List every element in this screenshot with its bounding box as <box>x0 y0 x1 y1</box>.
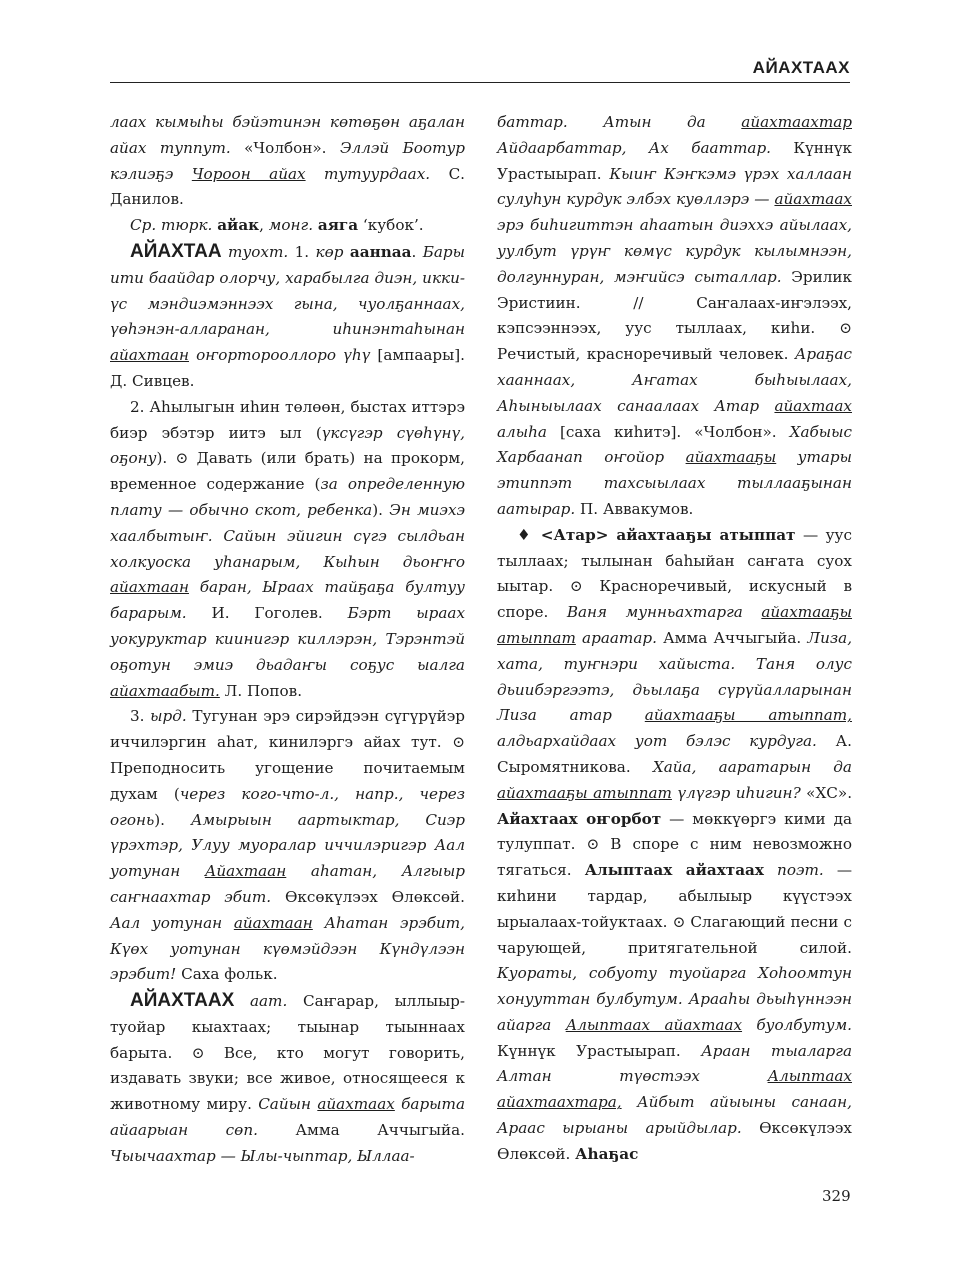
dash: — <box>802 525 819 544</box>
example-text: Амырыын аартыктар, Сиэр үрэхтэр, Улуу муоралар иччилэригэр Аал уотунан <box>110 810 465 881</box>
example-text: баран, Ыраах тайҕаҕа бултуу барарым. <box>110 578 465 623</box>
example-text: Хайа, ааратарын да <box>652 757 852 776</box>
ref-word: аанnаа <box>349 242 412 261</box>
headword-occurrence: Алыптаах айахтаах <box>565 1015 743 1034</box>
headword-occurrence: Айахтаан <box>204 862 287 881</box>
translation: ⊙ Слагающий песни с чарующей, притягательной силой. <box>497 912 852 957</box>
phrase: Алыптаах айахтаах <box>584 861 764 880</box>
source: А. Сыромятникова. <box>497 732 852 776</box>
example-text: Араҕас хааннаах, Аҥатах быһыылаах, Аһыныылаах санаалаах Атар <box>497 345 853 415</box>
translation: ⊙ В споре с ним невозможно тягаться. <box>497 835 853 880</box>
sense-3 <box>110 704 465 988</box>
example-text: тутуурдаах. <box>324 164 431 183</box>
example-text: буолбутум. <box>756 1015 853 1034</box>
phrase: Аһаҕас <box>575 1144 639 1163</box>
definition: Саҥарар, ыллыыр-туойар кыахтаах; тыынар тыыннаах барыта. <box>110 992 466 1062</box>
example-text: Чыычаахтар — Ылы-чыптар, Ыллаа- <box>110 1146 415 1165</box>
source: С. Данилов. <box>110 164 466 209</box>
running-header <box>110 52 850 83</box>
translation: ⊙ Все, кто могут говорить, издавать звуки; все живое, относящееся к животному миру. <box>110 1043 466 1114</box>
phraseology <box>497 523 852 1168</box>
headword-occurrence: айахтааҕы <box>685 448 777 467</box>
source: Амма Аччыгыйа. <box>295 1121 465 1140</box>
example-text: Лиза, хата, туҥнэри хайыста. Таня олус дьиибэргээтэ, дьылаҕа сүрүйалларынан Лиза атар <box>497 628 853 725</box>
definition: уус тыллаах; тылынан баһыйан саҥата суох ыытар. <box>497 525 853 596</box>
paragraph <box>497 110 852 523</box>
example-text: аһатан, Алгыыр саҥнаахтар эбит. <box>110 862 466 906</box>
example-text: эрэ биһигиттэн аһаатын диэххэ айылаах, уулбут үрүҥ көмүс курдук кылымнээн, долгуннуран, мэҥийсэ сыталлар. <box>497 216 852 286</box>
example-text: Айдаарбаттар, Ах бааттар. <box>497 138 772 157</box>
example-text: үлүгэр иһигин? <box>677 783 801 802</box>
example-note: [саха киһитэ]. <box>559 422 682 441</box>
example-text: барыта айаарыан сөп. <box>110 1095 466 1140</box>
headword-occurrence: айахтаах <box>317 1095 395 1114</box>
headword-occurrence: айахтаах <box>774 396 852 415</box>
example-text: Эн миэхэ хаалбытыҥ. Сайын эйигин сүгэ сылдьан холкуоска уһанарым, Кыһын дьоҥҥо <box>110 500 466 571</box>
header-title: АЙАХТААХ <box>752 58 850 77</box>
example-text: Хабыыс Харбаанап оҥойор <box>497 422 853 467</box>
example-text: Эллэй Боотур кэлиэҕэ <box>110 138 465 183</box>
pos-label: туохт. <box>228 242 289 261</box>
paragraph <box>110 110 465 213</box>
headword-occurrence: Чороон айах <box>191 164 306 183</box>
definition: — киһини тардар, абылыыр күүстээх ырыалаах-тойуктаах. <box>497 861 852 931</box>
page-number: 329 <box>822 1187 851 1205</box>
headword-occurrence: айахтаан <box>110 578 189 597</box>
paren: ). <box>156 449 168 468</box>
source: Саха фольк. <box>181 965 278 984</box>
translation-note: через кого-что-л., напр., через огонь <box>110 784 465 829</box>
phrase: Айахтаах оҥорбот <box>497 809 662 828</box>
paren: ( <box>315 423 322 442</box>
example-text: Айбыт айыыны санаан, Араас ырыаны арыйдылар. <box>497 1093 853 1138</box>
style-label: ырд. <box>150 707 187 726</box>
style-label: поэт. <box>777 861 824 880</box>
source: Эрилик Эристиин. <box>497 267 852 312</box>
paren: ). <box>372 500 383 519</box>
gloss: үксүгэр сүөһүнү, оҕону <box>110 423 466 468</box>
paren: ). <box>154 810 166 829</box>
headword: АЙАХТАА <box>130 240 222 262</box>
translation: ⊙ Преподносить угощение почитаемым духам ( <box>110 733 465 803</box>
example-text: алдьархайдаах уот бэлэс курдуга. <box>497 732 817 751</box>
headword-occurrence: айахтааҕы атыппат, <box>644 706 852 725</box>
comma: , <box>259 216 269 235</box>
headword-occurrence: айахтаан <box>110 346 189 365</box>
source: И. Гоголев. <box>211 604 323 623</box>
source: Д. Сивцев. <box>110 371 195 390</box>
example-text: баттар. Атын да <box>497 113 706 131</box>
ref-label: көр <box>315 242 344 261</box>
entry-aiakhtaakh <box>110 988 465 1170</box>
headword-occurrence: айахтаахтар <box>741 113 852 131</box>
example-text: лаах кымыһы бэйэтинэн көтөҕөн аҕалан айах туппут. <box>110 113 465 157</box>
entry-aiakhtaa: АЙАХТАА туохт. 1. көр аанnаа. Бары ити баайдар олорчу, харабылга диэн, икки-үс мэндиэмэннээх гына, чуолҕаннаах, үөһэнэн-алларанан, иһинэнтаһынан айахтаан оҥорторооллоро үһү [ампаары]. Д. Сивцев. <box>110 240 465 390</box>
sense-2 <box>110 395 465 705</box>
etym-label: Ср. тюрк. <box>130 216 213 235</box>
example-note: [ампаары]. <box>377 346 465 365</box>
subsense: // Саҥалаах-иҥэлээх, кэпсээннээх, уус тыллаах, киһи. <box>497 293 852 338</box>
translation: ⊙ Давать (или брать) на прокорм, временное содержание ( <box>110 449 466 494</box>
translation: ⊙ Красноречивый, искусный в споре. <box>497 577 852 622</box>
source: «Чолбон». <box>244 138 327 157</box>
headword-occurrence: айахтаах <box>774 190 852 209</box>
source: «ХС». <box>806 783 853 802</box>
sense-number: 1. <box>294 242 310 261</box>
example-text: Бары ити баайдар олорчу, харабылга диэн, икки-үс мэндиэмэннээх гына, чуолҕаннаах, үөһэнэн-алларанан, иһинэнтаһынан <box>110 242 465 339</box>
source: Өксөкүлээх Өлөксөй. <box>284 887 466 906</box>
example-text: Сайын <box>258 1095 312 1114</box>
headword-occurrence: айахтаабыт. <box>110 681 220 700</box>
example-text: Куораты, собуоту туойарга Хоһоомmун хонууттан булбутум. Арааһы дьыһүннээн айарга <box>497 964 852 1034</box>
example-text: алыһа <box>497 422 547 441</box>
phrase: <Атар> айахтааҕы атыппат <box>540 525 796 544</box>
headword-occurrence: айахтаан <box>233 913 313 932</box>
example-text: Ваня мунньахтарга <box>566 603 743 622</box>
example-text: Аһатан эрэбит, Күөх уотунан күөмэйдээн Күндүлээн эрэбит! <box>110 913 465 984</box>
headword-occurrence: айахтааҕы атыппат <box>497 783 672 802</box>
example-text: Араан тыаларга Алтан түөстээх <box>497 1041 853 1086</box>
left-column <box>110 110 465 1170</box>
headword-occurrence: Алыптаах айахтаахтара, <box>497 1067 852 1112</box>
right-column <box>497 110 852 1168</box>
definition: 2. Аһылыгын иһин төлөөн, быстах иттэрэ биэр эбэтэр иитэ ыл <box>110 397 465 442</box>
etymology <box>110 213 465 239</box>
definition: Тугунан эрэ сирэйдээн сүгүрүйэр иччилэргин аһат, кинилэргэ айах тут. <box>110 707 466 752</box>
headword: АЙАХТААХ <box>130 990 235 1012</box>
example-text: Аал уотунан <box>110 913 223 932</box>
etym-word: айак <box>217 216 260 235</box>
headword-occurrence: айахтааҕы атыппат <box>497 603 853 647</box>
source: П. Аввакумов. <box>580 499 694 518</box>
example-text: утары этиппэт тахсыылаах тыллааҕынан аатырар. <box>497 448 853 518</box>
translation-note: за определенную плату — обычно скот, ребенка <box>110 475 465 519</box>
etym-gloss: ‘кубок’. <box>362 216 424 235</box>
etym-label: монг. <box>268 216 314 235</box>
source: Өксөкүлээх Өлөксөй. <box>497 1119 852 1163</box>
translation: ⊙ Речистый, красноречивый человек. <box>497 319 852 364</box>
source: Амма Аччыгыйа. <box>663 628 802 647</box>
source: Л. Попов. <box>224 681 303 700</box>
example-text: Бэрт ыраах уокуруктар киинигэр киллэрэн, Тэрэнтэй оҕотун эмиэ дьадаҥы соҕус ыалга <box>110 604 466 674</box>
etym-word: аяга <box>317 216 359 235</box>
definition: — мөккүөргэ кими да тулуппат. <box>497 809 853 854</box>
diamond-icon: ♦ <box>517 525 534 544</box>
pos-label: аат. <box>249 992 288 1011</box>
example-text: Кыиҥ Кэҥкэмэ үрэх халлаан сулуһун курдук элбэх куөллэрэ — <box>497 164 853 209</box>
source: «Чолбон». <box>694 422 777 441</box>
example-text: оҥорторооллоро үһү <box>196 346 371 365</box>
sense-number: 3. <box>130 707 145 726</box>
source: Күннүк Урастыырап. <box>497 1041 681 1060</box>
source: Күннүк Урастыырап. <box>497 138 853 183</box>
example-text: араатар. <box>582 628 657 647</box>
